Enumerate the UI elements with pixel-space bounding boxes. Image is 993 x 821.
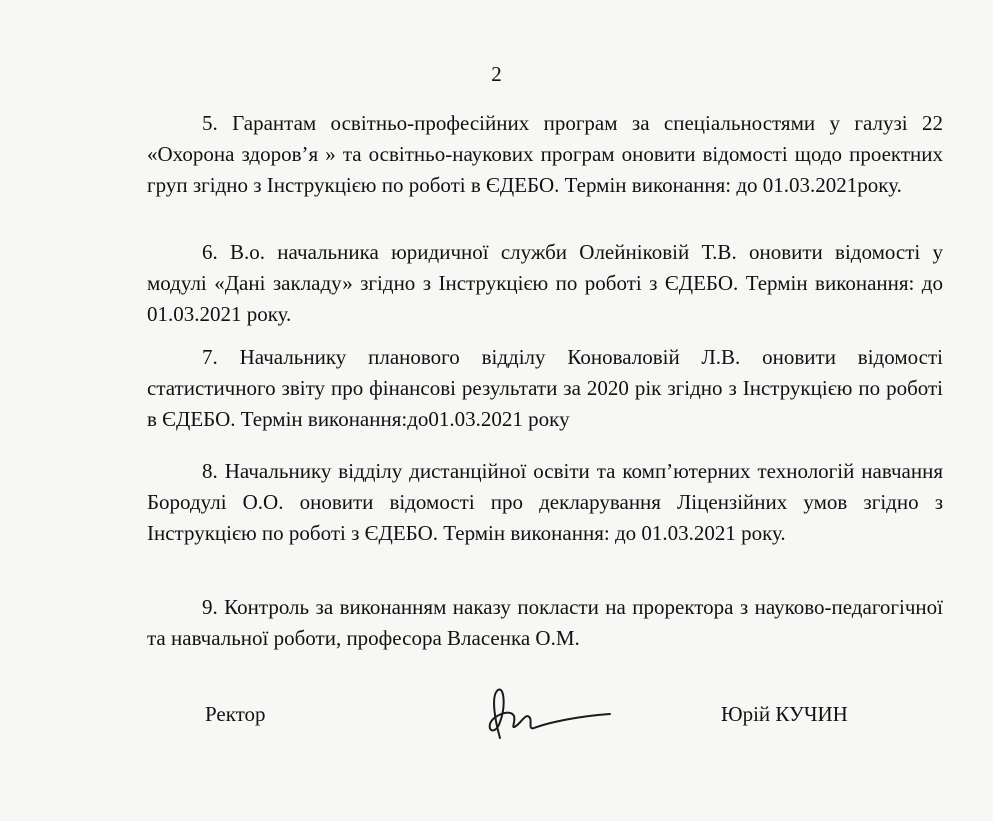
paragraph-9: 9. Контроль за виконанням наказу покласти на проректора з науково-педагогічної та навчальної роботи, професора Власенка О.М. [147,595,943,650]
paragraph-6: 6. В.о. начальника юридичної служби Олейніковій Т.В. оновити відомості у модулі «Дані закладу» згідно з Інструкцією по роботі з ЄДЕБО. Термін виконання: до 01.03.2021 року. [147,240,943,326]
paragraph-7: 7. Начальнику планового відділу Коноваловій Л.В. оновити відомості статистичного звіту про фінансові результати за 2020 рік згідно з Інструкцією по роботі в ЄДЕБО. Термін виконання:до01.03.2021 року [147,345,943,431]
signature-block [0,700,993,740]
paragraph-8: 8. Начальнику відділу дистанційної освіти та комп’ютерних технологій навчання Бородулі О.О. оновити відомості про декларування Ліцензійних умов згідно з Інструкцією по роботі з ЄДЕБО. Термін виконання: до 01.03.2021 року. [147,459,943,545]
handwritten-signature [470,686,620,746]
page-number: 2 [491,62,502,86]
signatory-name: Юрій КУЧИН [721,702,848,726]
paragraph-5: 5. Гарантам освітньо-професійних програм за спеціальностями у галузі 22 «Охорона здоров’я » та освітньо-наукових програм оновити відомості щодо проектних груп згідно з Інструкцією по роботі в ЄДЕБО. Термін виконання: до 01.03.2021року. [147,111,943,197]
signatory-position: Ректор [205,702,266,726]
